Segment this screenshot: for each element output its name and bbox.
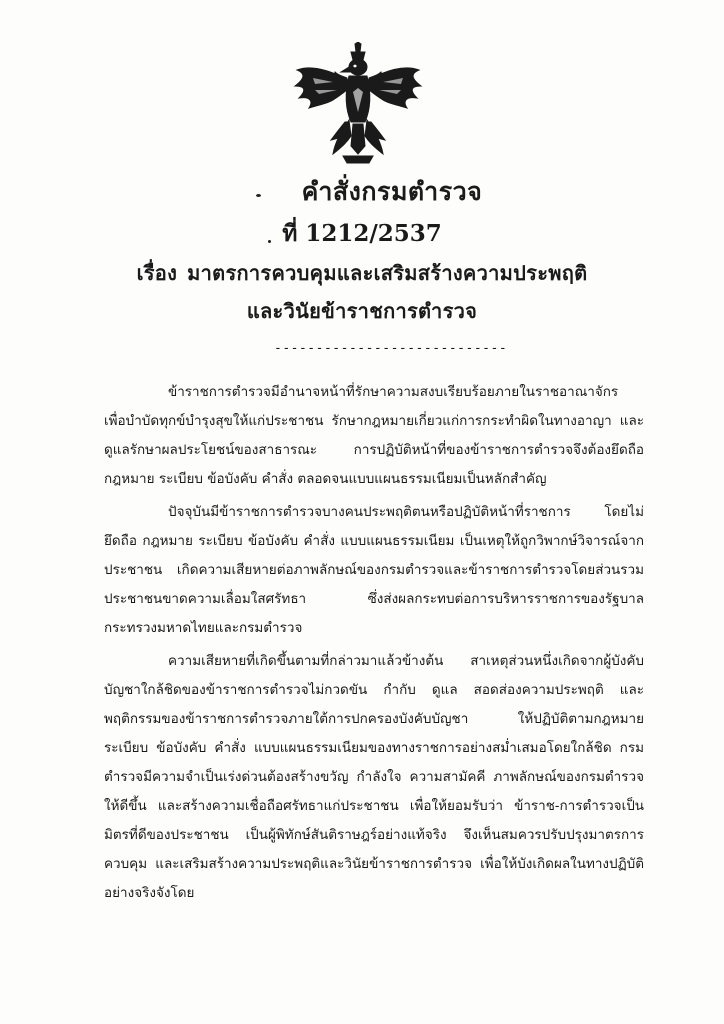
paragraph-1: ข้าราชการตำรวจมีอำนาจหน้าที่รักษาความสงบเรียบร้อยภายในราชอาณาจักร เพื่อบำบัดทุกข์บำรุงสุขให้แก่ประชาชน รักษากฎหมายเกี่ยวแก่การกระทำผิดในทางอาญา และดูแลรักษาผลประโยชน์ของสาธารณะ การปฏิบัติหน้าที่ของข้าราชการตำรวจจึงต้องยึดถือ กฎหมาย ระเบียบ ข้อบังคับ คำสั่ง ตลอดจนแบบแผนธรรมเนียมเป็นหลักสำคัญ [104, 384, 644, 487]
subject-label: เรื่อง [136, 261, 178, 285]
order-number: ที่ 1212/2537 [282, 220, 442, 247]
divider-line: ---------------------------- [274, 341, 508, 356]
garuda-emblem-icon [293, 42, 423, 167]
subject-text-1: มาตรการควบคุมและเสริมสร้างความประพฤติ [187, 261, 588, 285]
body-text [104, 378, 644, 912]
paragraph-2: ปัจจุบันมีข้าราชการตำรวจบางคนประพฤติตนหรือปฏิบัติหน้าที่ราชการ โดยไม่ยึดถือ กฎหมาย ระเบียบ ข้อบังคับ คำสั่ง แบบแผนธรรมเนียม เป็นเหตุให้ถูกวิพากษ์วิจารณ์จากประชาชน เกิดความเสียหายต่อภาพลักษณ์ของกรมตำรวจและข้าราชการตำรวจโดยส่วนรวม ประชาชนขาดความเลื่อมใสศรัทธา ซึ่งส่งผลกระทบต่อการบริหารราชการของรัฐบาล กระทรวงมหาดไทยและกรมตำรวจ [104, 504, 644, 636]
subject-line-1 [0, 257, 724, 289]
subject-line-2: และวินัยข้าราชการตำรวจ [246, 299, 478, 323]
document-title: คำสั่งกรมตำรวจ [301, 177, 483, 206]
paragraph-3: ความเสียหายที่เกิดขึ้นตามที่กล่าวมาแล้วข้างต้น สาเหตุส่วนหนึ่งเกิดจากผู้บังคับบัญชาใกล้ชิดของข้าราชการตำรวจไม่กวดขัน กำกับ ดูแล สอดส่องความประพฤติ และพฤติกรรมของข้าราชการตำรวจภายใต้การปกครองบังคับบัญชา ให้ปฏิบัติตามกฎหมาย ระเบียบ ข้อบังคับ คำสั่ง แบบแผนธรรมเนียมของทางราชการอย่างสม่ำเสมอโดยใกล้ชิด กรมตำรวจมีความจำเป็นเร่งด่วนต้องสร้างขวัญ กำลังใจ ความสามัคคี ภาพลักษณ์ของกรมตำรวจให้ดีขึ้น และสร้างความเชื่อถือศรัทธาแก่ประชาชน เพื่อให้ยอมรับว่า ข้าราช-การตำรวจเป็นมิตรที่ดีของประชาชน เป็นผู้พิทักษ์สันติราษฎร์อย่างแท้จริง จึงเห็นสมควรปรับปรุงมาตรการควบคุม และเสริมสร้างความประพฤติและวินัยข้าราชการตำรวจ เพื่อให้บังเกิดผลในทางปฏิบัติอย่างจริงจังโดย [104, 653, 644, 901]
